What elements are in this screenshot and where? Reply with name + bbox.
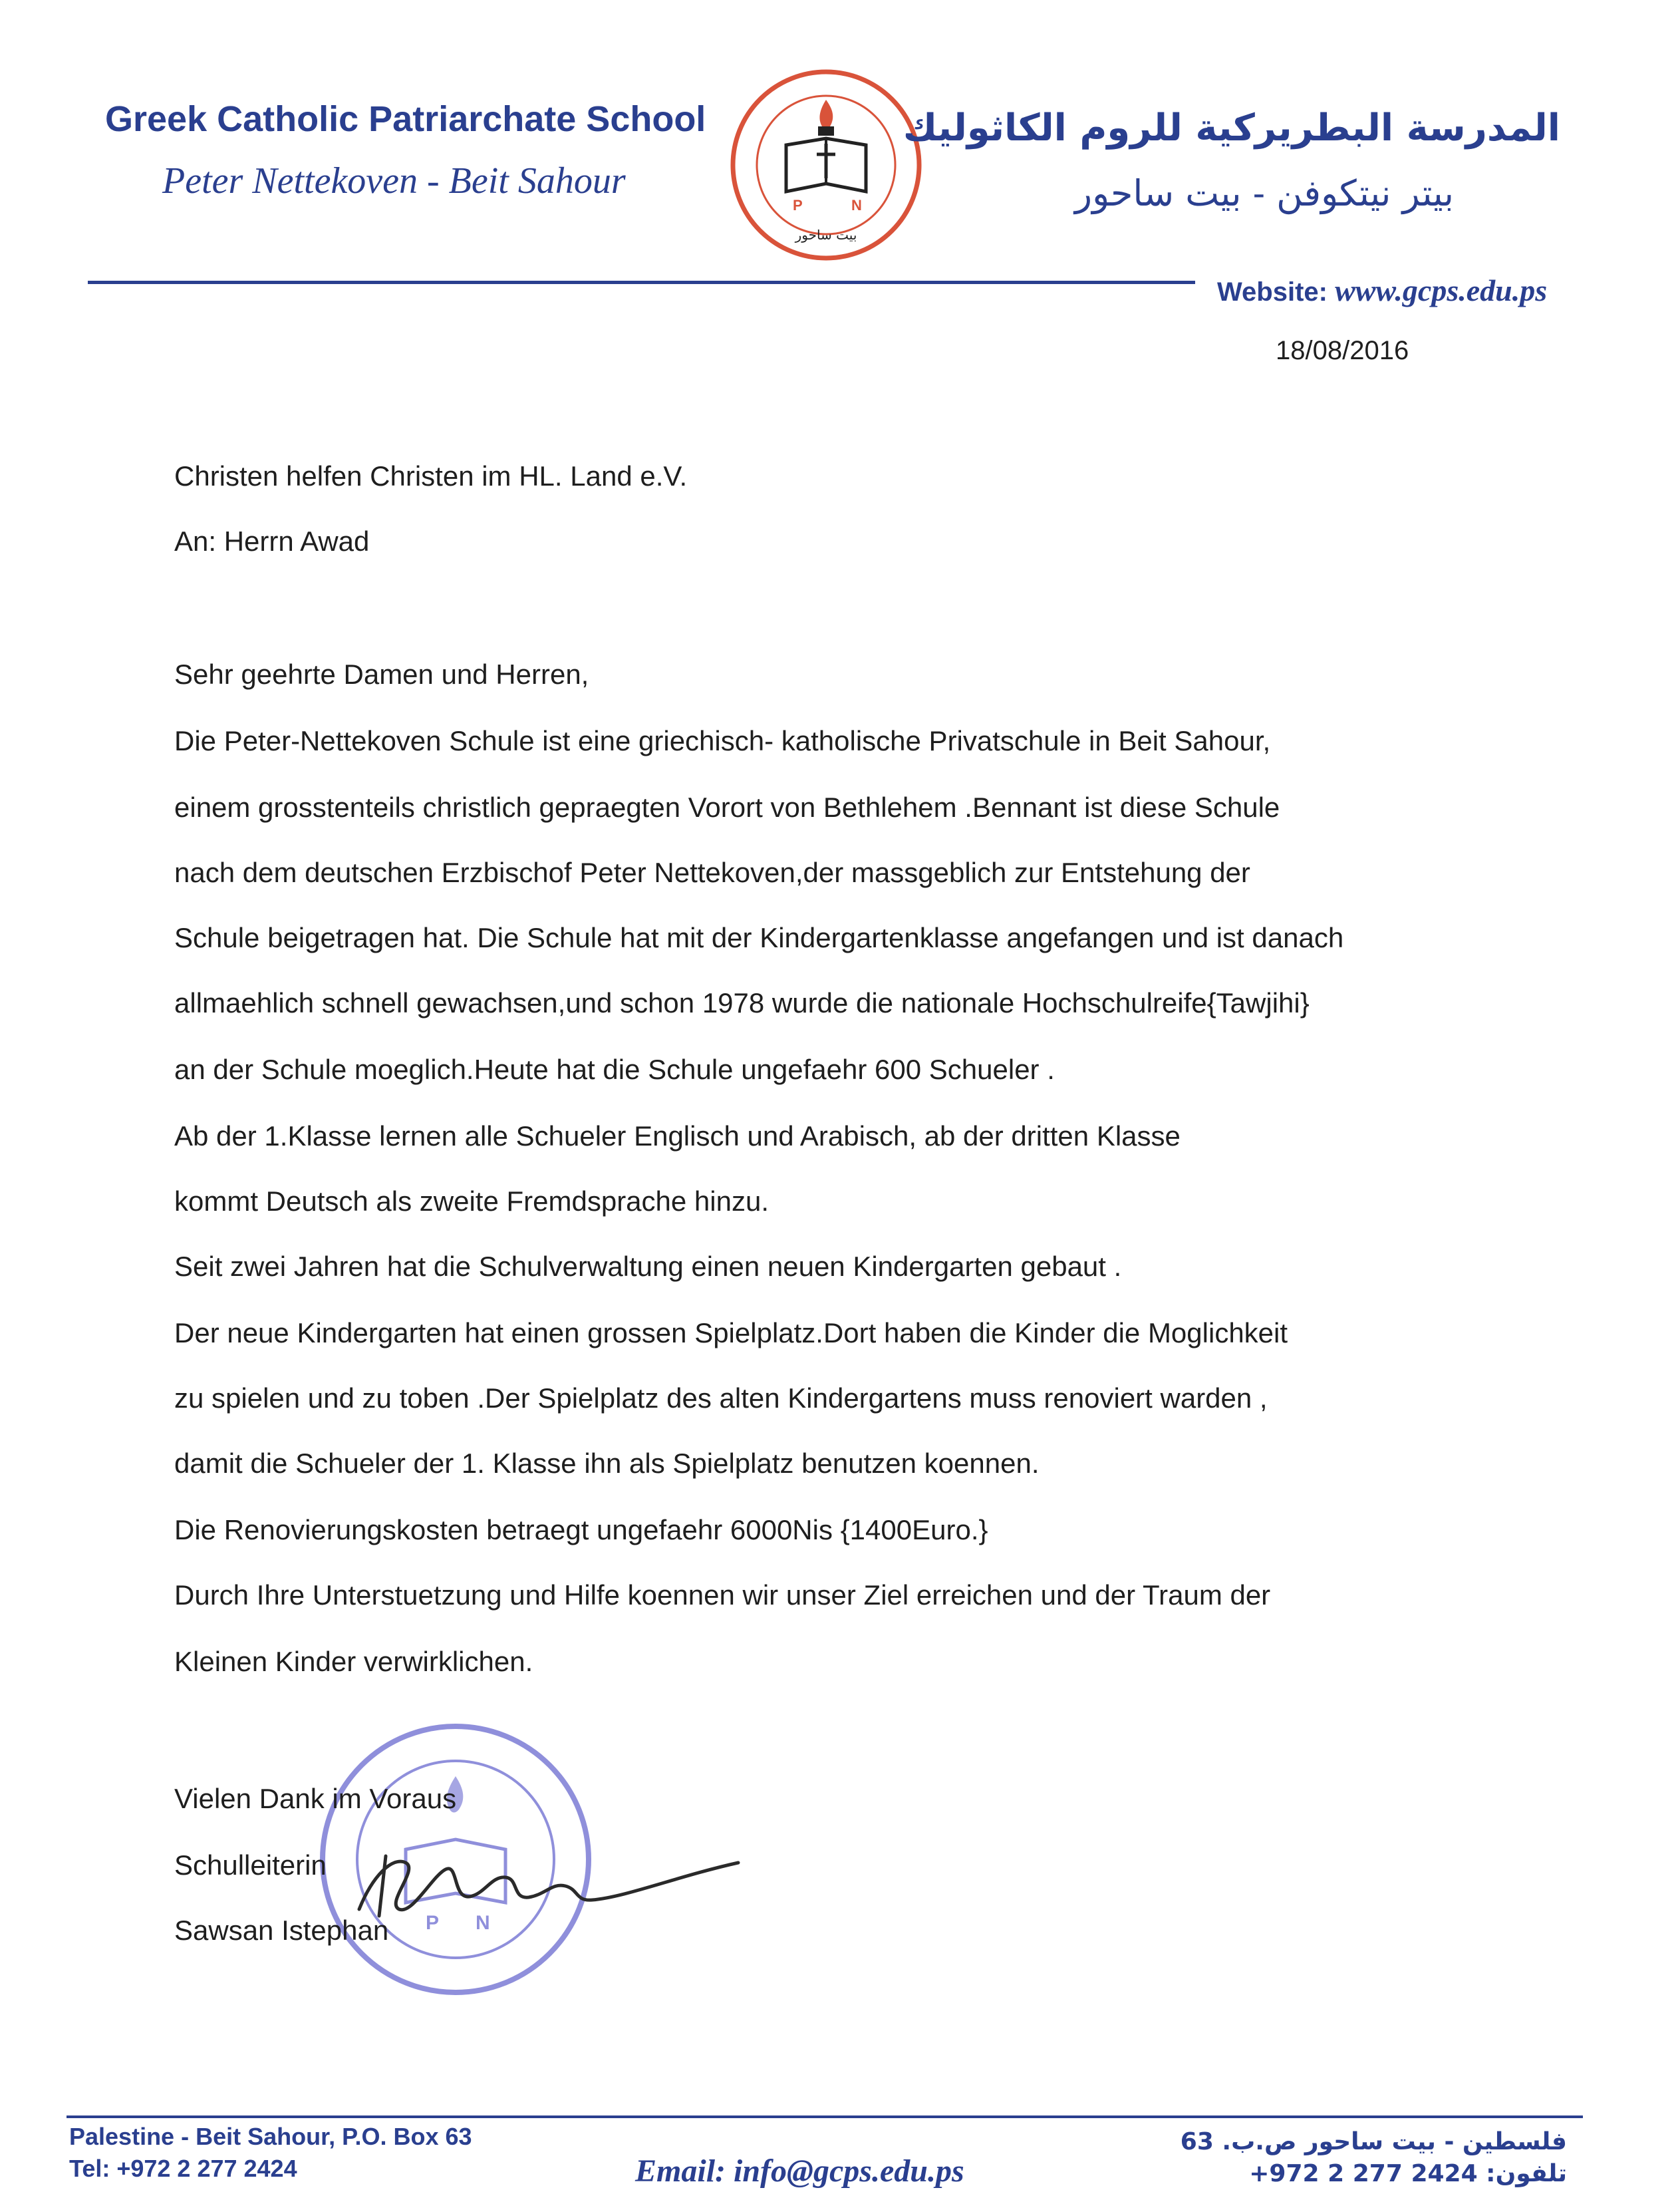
body-line: allmaehlich schnell gewachsen,und schon 1978 wurde die nationale Hochschulreife{Tawjihi}	[174, 987, 1310, 1018]
closing-name: Sawsan Istephan	[174, 1915, 389, 1946]
footer-left	[69, 2121, 472, 2185]
torch-flame-icon	[819, 100, 833, 130]
body-line: kommt Deutsch als zweite Fremdsprache hinzu.	[174, 1185, 769, 1217]
footer-right	[1181, 2126, 1567, 2190]
school-subtitle-ar: بيتر نيتكوفن - بيت ساحور	[1075, 172, 1454, 214]
body-line: damit die Schueler der 1. Klasse ihn als Spielplatz benutzen koennen.	[174, 1448, 1040, 1479]
recipient-org: Christen helfen Christen im HL. Land e.V.	[174, 460, 688, 492]
body-line: einem grosstenteils christlich gepraegten Vorort von Bethlehem .Bennant ist diese Schule	[174, 792, 1280, 823]
body-line: an der Schule moeglich.Heute hat die Schule ungefaehr 600 Schueler .	[174, 1054, 1055, 1085]
school-name-en: Greek Catholic Patriarchate School	[105, 99, 706, 139]
footer-tel-en: Tel: +972 2 277 2424	[69, 2155, 297, 2182]
website-label: Website:	[1217, 277, 1328, 307]
recipient-to: An: Herrn Awad	[174, 526, 370, 557]
body-line: Seit zwei Jahren hat die Schulverwaltung einen neuen Kindergarten gebaut .	[174, 1251, 1122, 1282]
body-line: Ab der 1.Klasse lernen alle Schueler Englisch und Arabisch, ab der dritten Klasse	[174, 1120, 1181, 1152]
footer-address-ar: فلسطين - بيت ساحور ص.ب. 63	[1180, 2128, 1567, 2155]
body-line: Schule beigetragen hat. Die Schule hat mit der Kindergartenklasse angefangen und ist danach	[174, 922, 1344, 953]
body-line: Kleinen Kinder verwirklichen.	[174, 1646, 533, 1677]
logo-bottom-text: بيت ساحور	[795, 227, 857, 243]
letterhead-right	[895, 106, 1560, 214]
body-line: Der neue Kindergarten hat einen grossen Spielplatz.Dort haben die Kinder die Moglichkeit	[174, 1317, 1288, 1348]
body-line: Die Peter-Nettekoven Schule ist eine griechisch- katholische Privatschule in Beit Sahour,	[174, 725, 1271, 756]
svg-text:N: N	[476, 1912, 490, 1934]
body-line: Die Renovierungskosten betraegt ungefaehr 6000Nis {1400Euro.}	[174, 1514, 988, 1545]
body-line: Sehr geehrte Damen und Herren,	[174, 659, 589, 690]
body-line: zu spielen und zu toben .Der Spielplatz des alten Kindergartens muss renoviert warden ,	[174, 1382, 1268, 1414]
closing-thanks: Vielen Dank im Voraus	[174, 1783, 457, 1814]
footer-email: Email: info@gcps.edu.ps	[635, 2153, 964, 2189]
body-line: Durch Ihre Unterstuetzung und Hilfe koennen wir unser Ziel erreichen und der Traum der	[174, 1579, 1271, 1611]
torch-handle-icon	[818, 126, 834, 136]
website	[1217, 273, 1547, 308]
svg-text:P: P	[426, 1912, 440, 1934]
body-line: nach dem deutschen Erzbischof Peter Nettekoven,der massgeblich zur Entstehung der	[174, 857, 1250, 888]
logo-letter-p: P	[793, 197, 803, 214]
letter-date: 18/08/2016	[1276, 336, 1409, 365]
school-name-ar: المدرسة البطريركية للروم الكاثوليك	[903, 106, 1560, 150]
website-url: www.gcps.edu.ps	[1335, 273, 1548, 307]
letterhead-left	[105, 98, 704, 202]
header-divider	[88, 281, 1195, 284]
school-subtitle-en: Peter Nettekoven - Beit Sahour	[162, 160, 626, 202]
footer-tel-ar: تلفون: 2424 277 2 972+	[1249, 2160, 1567, 2187]
footer-divider	[67, 2115, 1583, 2118]
closing-role: Schulleiterin	[174, 1849, 327, 1881]
signature	[346, 1836, 758, 1929]
logo-letter-n: N	[851, 197, 862, 214]
footer-address-en: Palestine - Beit Sahour, P.O. Box 63	[69, 2123, 472, 2150]
